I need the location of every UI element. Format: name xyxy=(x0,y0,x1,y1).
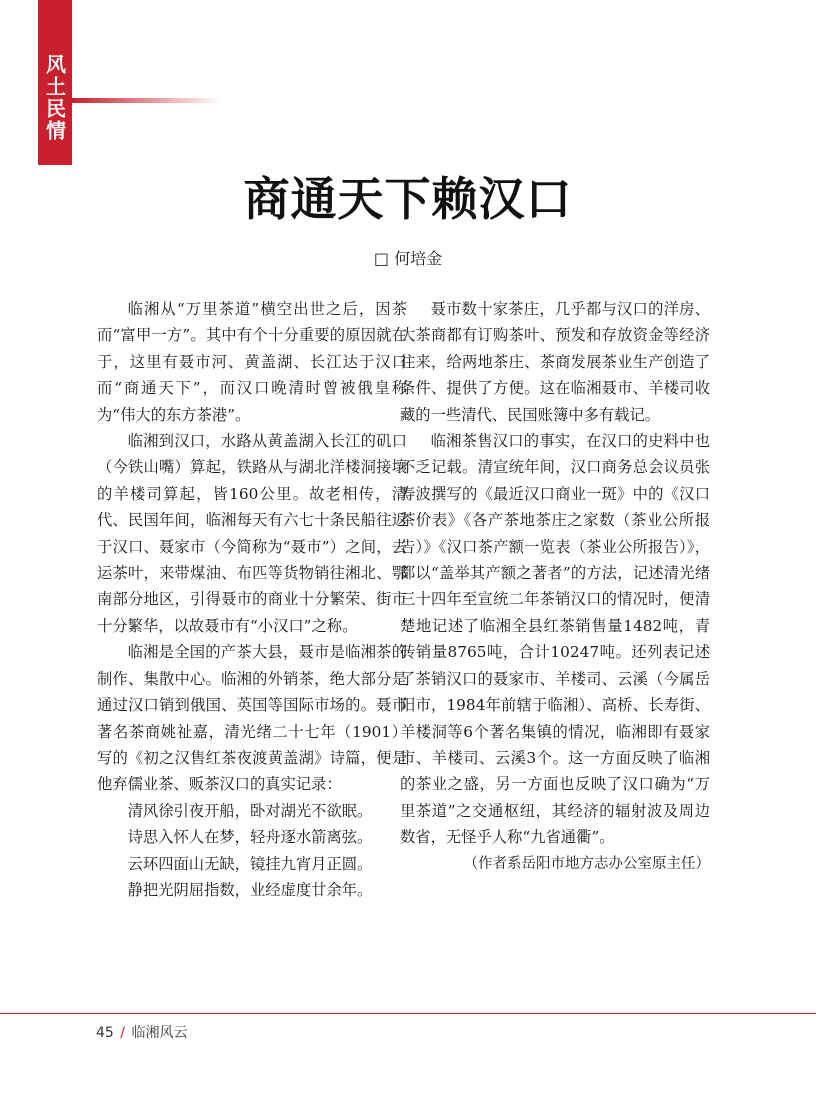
poem-line: 静把光阴屈指数，业经虚度廿余年。 xyxy=(127,880,373,899)
footer-divider xyxy=(0,1013,816,1014)
paragraph: 临湘到汉口，水路从黄盖湖入长江的矶口（今铁山嘴）算起，铁路从与湖北洋楼洞接壤的羊楼司算起，皆160公里。故老相传，清代、民国年间，临湘每天有六七十条民船往返于汉口、聂家市（今简称为“聂市”）之间，去运茶叶，来带煤油、布匹等货物销往湘北、鄂南部分地区，引得聂市的商业十分繁荣、街市十分繁华，以故聂市有“小汉口”之称。 xyxy=(97,432,407,635)
paragraph: 临湘从“万里茶道”横空出世之后，因茶而“富甲一方”。其中有个十分重要的原因就在于，这里有聂市河、黄盖湖、长江达于汉口而“商通天下”，而汉口晚清时曾被俄皇称为“伟大的东方茶港”。 xyxy=(97,300,407,424)
poem-line: 清风徐引夜开船，卧对湖光不欲眠。 xyxy=(127,801,373,820)
footer-separator: / xyxy=(120,1025,125,1041)
poem-line: 云环四面山无缺，镜挂九宵月正圆。 xyxy=(127,854,373,873)
section-tab xyxy=(38,0,72,165)
article-title: 商通天下赖汉口 xyxy=(243,172,573,226)
paragraph: 临湘是全国的产茶大县，聂市是临湘茶的制作、集散中心。临湘的外销茶，绝大部分是通过汉口销到俄国、英国等国际市场的。聂市著名茶商姚祉嘉，清光绪二十七年（1901）写的《初之汉售红茶夜渡黄盖湖》诗篇，便是他弃儒业茶、贩茶汉口的真实记录： xyxy=(97,643,407,794)
section-tab-label: 风土民情 xyxy=(42,53,67,142)
author-byline: （作者系岳阳市地方志办公室原主任） xyxy=(463,855,710,872)
paragraph: 临湘茶售汉口的事实，在汉口的史料中也不乏记载。清宣统年间，汉口商务总会议员张寿波撰写的《最近汉口商业一斑》中的《汉口茶价表》《各产茶地茶庄之家数（茶业公所报告）》《汉口茶产额一览表（茶业公所报告）》，都以“盖举其产额之著者”的方法，记述清光绪三十四年至宣统二年茶销汉口的情况时，便清楚地记述了临湘全县红茶销售量1482吨，青砖销量8765吨，合计10247吨。还列表记述了茶销汉口的聂家市、羊楼司、云溪（今属岳阳市，1984年前辖于临湘）、高桥、长寿街、羊楼洞等6个著名集镇的情况，临湘即有聂家市、羊楼司、云溪3个。这一方面反映了临湘的茶业之盛，另一方面也反映了汉口确为“万里茶道”之交通枢纽，其经济的辐射波及周边数省，无怪乎人称“九省通衢”。 xyxy=(400,432,710,847)
right-column xyxy=(400,296,710,877)
paragraph: 聂市数十家茶庄，几乎都与汉口的洋房、大茶商都有订购茶叶、预发和存放资金等经济往来，给两地茶庄、茶商发展茶业生产创造了条件、提供了方便。这在临湘聂市、羊楼司收藏的一些清代、民国账簿中多有载记。 xyxy=(400,300,710,424)
left-column xyxy=(97,296,407,903)
page-number: 45 xyxy=(96,1025,114,1041)
magazine-name: 临湘风云 xyxy=(131,1025,188,1041)
page-footer xyxy=(96,1022,187,1042)
section-divider xyxy=(72,98,222,103)
poem-line: 诗思入怀人在梦，轻舟逐水箭离弦。 xyxy=(127,828,373,847)
article-author: □ 何培金 xyxy=(373,249,443,268)
